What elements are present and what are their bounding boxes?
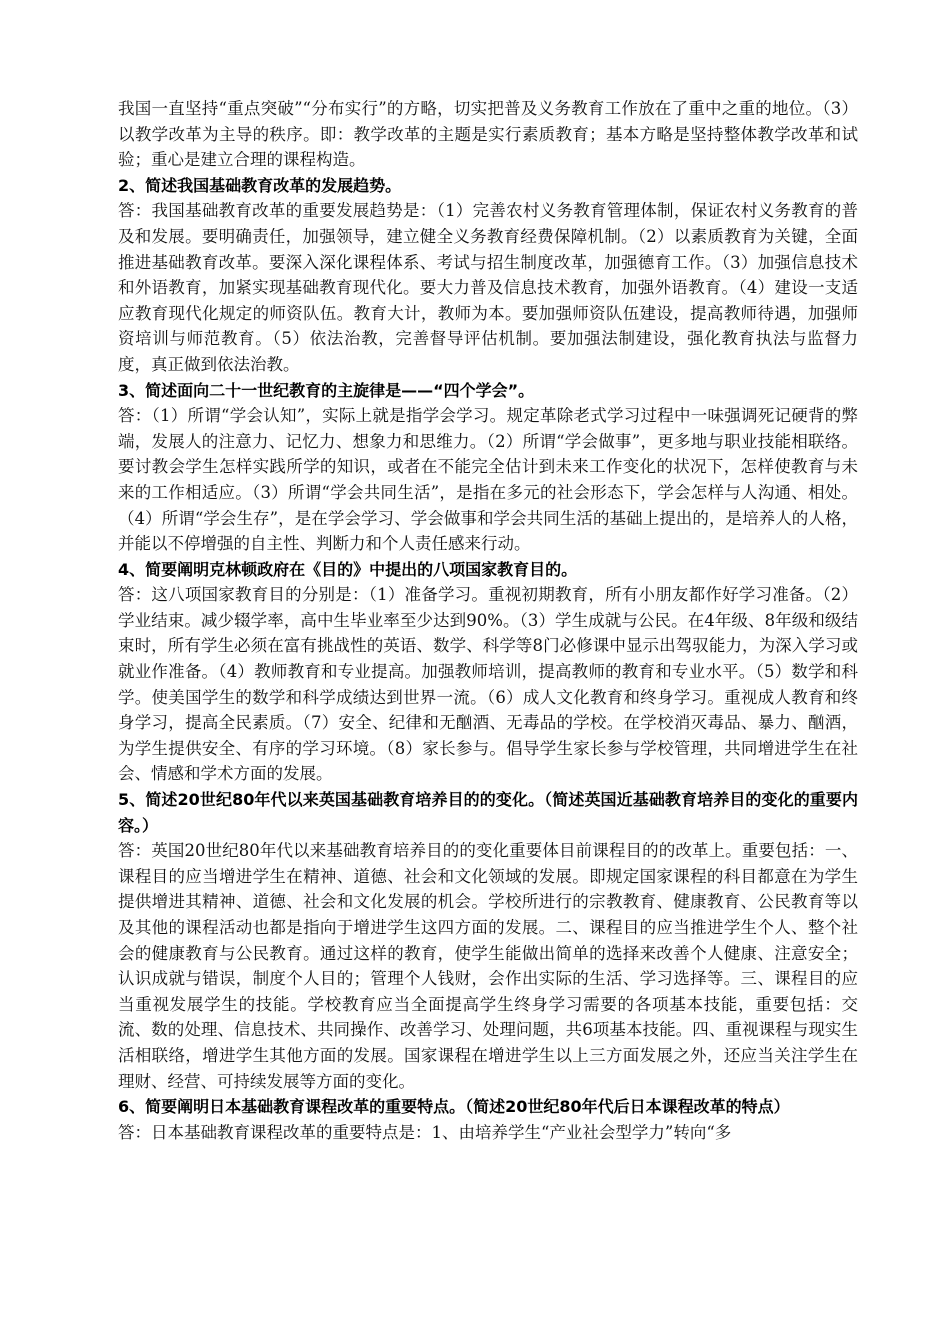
question-heading-2: 2、简述我国基础教育改革的发展趋势。	[118, 175, 402, 195]
answer-paragraph-5: 答：英国20世纪80年代以来基础教育培养目的的变化重要体目前课程目的的改革上。重要包括：一、课程目的应当增进学生在精神、道德、社会和文化领域的发展。即规定国家课程的科目都意在为学生提供增进其精神、道德、社会和文化发展的机会。学校所进行的宗教教育、健康教育、公民教育等以及其他的课程活动也都是指向于增进学生这四方面的发展。二、课程目的应当推进学生个人、整个社会的健康教育与公民教育。通过这样的教育，使学生能做出简单的选择来改善个人健康、注意安全；认识成就与错误，制度个人目的；管理个人钱财，会作出实际的生活、学习选择等。三、课程目的应当重视发展学生的技能。学校教育应当全面提高学生终身学习需要的各项基本技能，重要包括：交流、数的处理、信息技术、共同操作、改善学习、处理问题，共6项基本技能。四、重视课程与现实生活相联络，增进学生其他方面的发展。国家课程在增进学生以上三方面发展之外，还应当关注学生在理财、经营、可持续发展等方面的变化。	[118, 841, 858, 1091]
question-heading-4: 4、简要阐明克林顿政府在《目的》中提出的八项国家教育目的。	[118, 559, 578, 579]
question-heading-6: 6、简要阐明日本基础教育课程改革的重要特点。（简述20世纪80年代后日本课程改革的特点）	[118, 1097, 790, 1117]
answer-paragraph-4: 答：这八项国家教育目的分别是：（1）准备学习。重视初期教育，所有小朋友都作好学习准备。（2）学业结束。减少辍学率，高中生毕业率至少达到90%。（3）学生成就与公民。在4年级、8年级和级结束时，所有学生必须在富有挑战性的英语、数学、科学等8门必修课中显示出驾驭能力，为深入学习或就业作准备。（4）教师教育和专业提高。加强教师培训，提高教师的教育和专业水平。（5）数学和科学。使美国学生的数学和科学成绩达到世界一流。（6）成人文化教育和终身学习。重视成人教育和终身学习，提高全民素质。（7）安全、纪律和无酗酒、无毒品的学校。在学校消灭毒品、暴力、酗酒，为学生提供安全、有序的学习环境。（8）家长参与。倡导学生家长参与学校管理，共同增进学生在社会、情感和学术方面的发展。	[118, 585, 858, 784]
answer-paragraph-3: 答：（1）所谓“学会认知”，实际上就是指学会学习。规定革除老式学习过程中一味强调死记硬背的弊端，发展人的注意力、记忆力、想象力和思维力。（2）所谓“学会做事”，更多地与职业技能相联络。要讨教会学生怎样实践所学的知识，或者在不能完全估计到未来工作变化的状况下，怎样使教育与未来的工作相适应。（3）所谓“学会共同生活”，是指在多元的社会形态下，学会怎样与人沟通、相处。（4）所谓“学会生存”，是在学会学习、学会做事和学会共同生活的基础上提出的，是培养人的人格，并能以不停增强的自主性、判断力和个人责任感来行动。	[118, 406, 858, 554]
answer-paragraph-2: 答：我国基础教育改革的重要发展趋势是：（1）完善农村义务教育管理体制，保证农村义务教育的普及和发展。要明确责任，加强领导，建立健全义务教育经费保障机制。（2）以素质教育为关键，全面推进基础教育改革。要深入深化课程体系、考试与招生制度改革，加强德育工作。（3）加强信息技术和外语教育，加紧实现基础教育现代化。要大力普及信息技术教育，加强外语教育。（4）建设一支适应教育现代化规定的师资队伍。教育大计，教师为本。要加强师资队伍建设，提高教师待遇，加强师资培训与师范教育。（5）依法治教，完善督导评估机制。要加强法制建设，强化教育执法与监督力度，真正做到依法治教。	[118, 201, 858, 374]
answer-paragraph-6: 答：日本基础教育课程改革的重要特点是：1、由培养学生“产业社会型学力”转向“多	[118, 1122, 732, 1142]
question-heading-3: 3、简述面向二十一世纪教育的主旋律是——“四个学会”。	[118, 380, 535, 400]
document-page	[118, 96, 858, 1145]
intro-paragraph: 我国一直坚持“重点突破”“分布实行”的方略，切实把普及义务教育工作放在了重中之重的地位。（3）以教学改革为主导的秩序。即：教学改革的主题是实行素质教育；基本方略是坚持整体教学改革和试验；重心是建立合理的课程构造。	[118, 99, 858, 170]
question-heading-5: 5、简述20世纪80年代以来英国基础教育培养目的的变化。（简述英国近基础教育培养目的变化的重要内容。）	[118, 790, 858, 835]
